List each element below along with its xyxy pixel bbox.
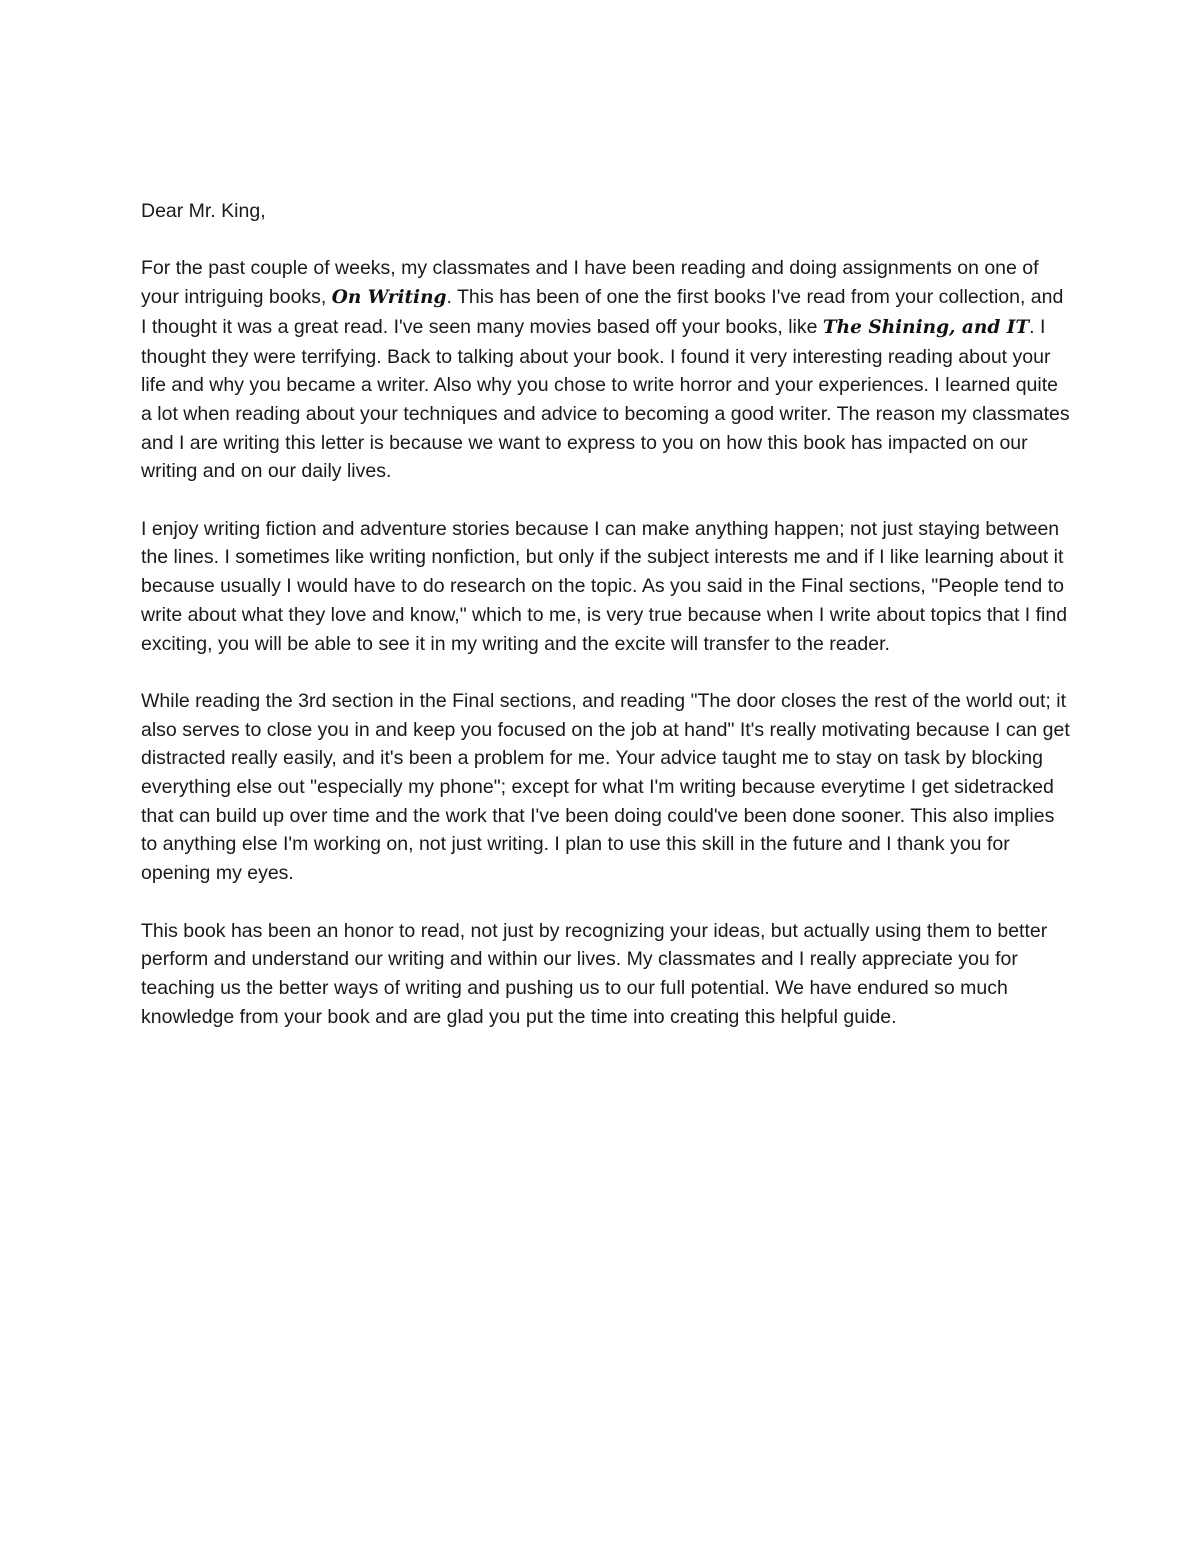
book-title-on-writing: On Writing [331, 287, 447, 309]
paragraph-fiction: I enjoy writing fiction and adventure stories because I can make anything happen; not just staying between the lines. I sometimes like writing nonfiction, but only if the subject interests me and if I like learning about it because usually I would have to do research on the topic. As you said in the Final sections, "People tend to write about what they love and know," which to me, is very true because when I write about topics that I find exciting, you will be able to see it in my writing and the excite will transfer to the reader. [141, 517, 1068, 655]
paragraph-text: . I thought they were terrifying. Back to talking about your book. I found it very interesting reading about your life and why you became a writer. Also why you chose to write horror and your experiences. I learned quite a lot when reading about your techniques and advice to becoming a good writer. The reason my classmates and I are writing this letter is because we want to express to you on how this book has impacted on our writing and on our daily lives. [141, 315, 1070, 483]
book-title-the-shining-and-it: The Shining, and IT [822, 316, 1030, 338]
paragraph-closing: This book has been an honor to read, not just by recognizing your ideas, but actually using them to better perform and understand our writing and within our lives. My classmates and I really appreciate you for teaching us the better ways of writing and pushing us to our full potential. We have endured so much knowledge from your book and are glad you put the time into creating this helpful guide. [141, 919, 1048, 1028]
paragraph-intro [141, 254, 1071, 486]
paragraph-door-closes: While reading the 3rd section in the Final sections, and reading "The door closes the rest of the world out; it also serves to close you in and keep you focused on the job at hand" It's really motivating because I can get distracted really easily, and it's been a problem for me. Your advice taught me to stay on task by blocking everything else out "especially my phone"; except for what I'm writing because everytime I get sidetracked that can build up over time and the work that I've been doing could've been done sooner. This also implies to anything else I'm working on, not just writing. I plan to use this skill in the future and I thank you for opening my eyes. [141, 689, 1070, 885]
salutation: Dear Mr. King, [141, 200, 266, 222]
paragraph-text: . This has been of one the first books I've read from your collection, and I thought it was a great read. I've seen many movies based off your books, like [141, 286, 1064, 338]
letter-body [141, 197, 1071, 1031]
paragraph-text: For the past couple of weeks, my classmates and I have been reading and doing assignments on one of your intriguing books, [141, 257, 1039, 309]
